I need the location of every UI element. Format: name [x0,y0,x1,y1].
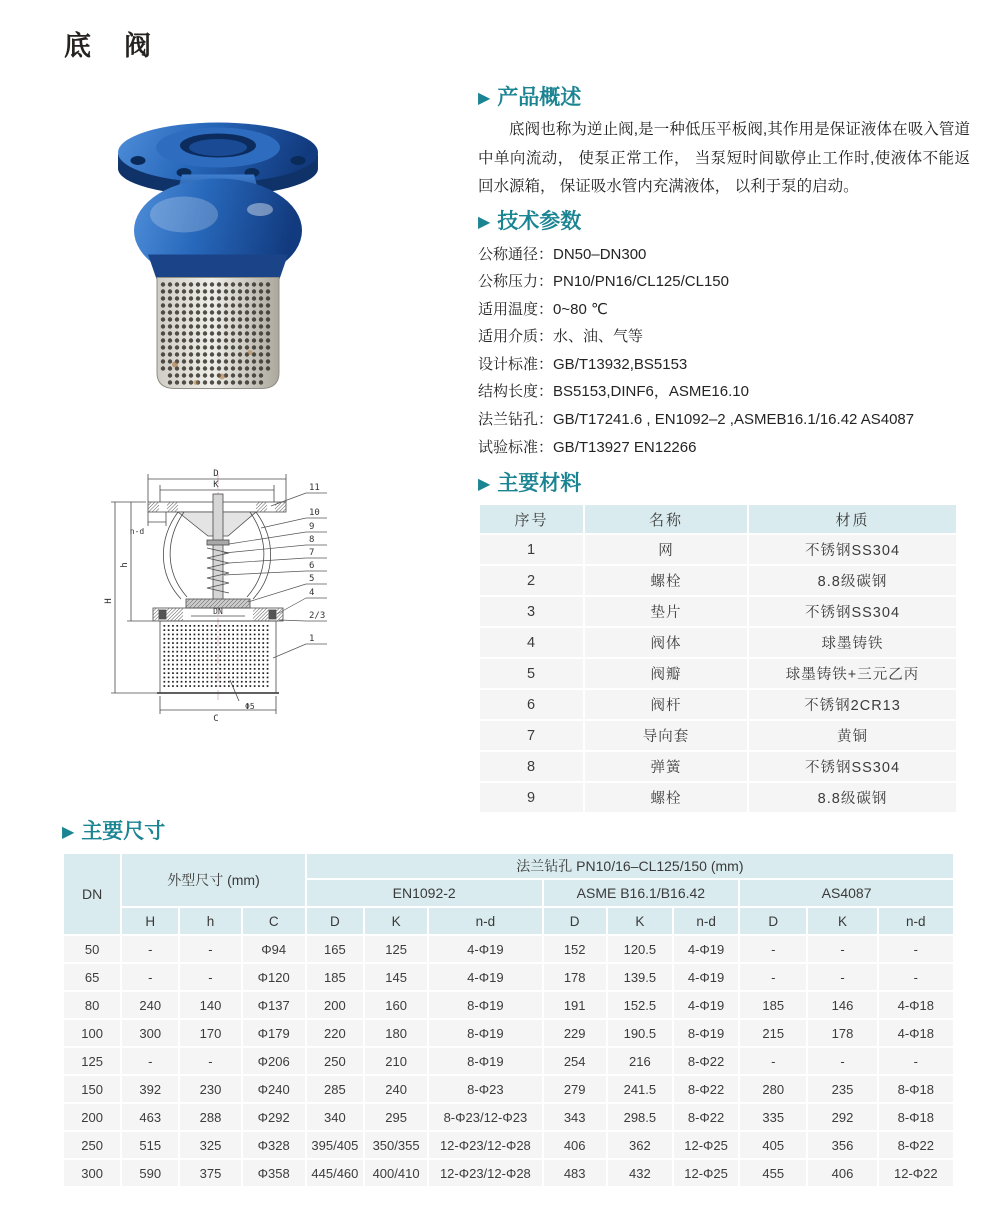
cell: 弹簧 [585,752,747,781]
overview-heading-label: 产品概述 [497,86,582,109]
cell: 279 [544,1076,606,1102]
cell: 4-Φ18 [879,992,953,1018]
strainer-hole-grid [164,625,269,687]
tech-param-value: 水、油、气等 [553,328,644,346]
cell: 210 [365,1048,427,1074]
cell: - [740,936,806,962]
cell: 343 [544,1104,606,1130]
cell: Φ328 [243,1132,305,1158]
dimensions-heading-label: 主要尺寸 [81,820,166,843]
cell: - [740,1048,806,1074]
cell: 515 [122,1132,178,1158]
cell: Φ240 [243,1076,305,1102]
tech-param-label: 公称通径： [478,245,554,263]
cell: 375 [180,1160,240,1186]
cell: 432 [608,1160,672,1186]
dimensions-table-body [64,936,953,1186]
materials-row [480,659,956,688]
cell: 8.8级碳钢 [749,566,956,595]
cell: 292 [808,1104,876,1130]
tech-param-label: 适用介质： [478,328,554,346]
cell: 180 [365,1020,427,1046]
cell: 12-Φ23/12-Φ28 [429,1132,541,1158]
tech-param-label: 适用温度： [478,300,554,318]
body-highlight [150,197,218,233]
valve-bore-inner [189,139,247,156]
drawing-callout: 4 [309,588,315,598]
cell: 300 [64,1160,120,1186]
cell: 65 [64,964,120,990]
cell: - [808,964,876,990]
drawing-callout: 2/3 [309,611,326,621]
cell: 170 [180,1020,240,1046]
section-arrow-icon: ▶ [478,90,491,107]
cell: 190.5 [608,1020,672,1046]
cell: 288 [180,1104,240,1130]
cell: Φ358 [243,1160,305,1186]
cell: 8-Φ18 [879,1076,953,1102]
tech-param-value: GB/T17241.6 , EN1092–2 ,ASMEB16.1/16.42 AS4087 [553,411,915,429]
cell: 285 [307,1076,363,1102]
tech-param-row [478,351,970,379]
dim-label-phi5: Φ5 [245,702,255,711]
col-as-k: K [808,908,876,934]
materials-table [478,503,958,814]
drawing-callout: 10 [309,508,320,518]
cell: 145 [365,964,427,990]
cell: 140 [180,992,240,1018]
cell: 335 [740,1104,806,1130]
dimensions-row [64,1048,953,1074]
rust-spot [172,362,178,368]
materials-row [480,597,956,626]
cell: 220 [307,1020,363,1046]
cell: 185 [740,992,806,1018]
cell: 463 [122,1104,178,1130]
cell: 球墨铸铁+三元乙丙 [749,659,956,688]
tech-param-row [478,406,970,434]
dim-label-c: C [213,714,219,724]
cell: 8-Φ22 [674,1076,738,1102]
tech-param-value: PN10/PN16/CL125/CL150 [553,273,729,291]
cell: 362 [608,1132,672,1158]
cell: 445/460 [307,1160,363,1186]
cell: - [879,936,953,962]
cell: 406 [544,1132,606,1158]
tech-param-label: 试验标准： [478,438,554,456]
cell: Φ94 [243,936,305,962]
section-arrow-icon: ▶ [478,213,491,231]
drawing-callout: 11 [309,483,320,493]
rust-spot [194,380,199,385]
cell: 1 [480,535,583,564]
cell: 230 [180,1076,240,1102]
cell: 240 [122,992,178,1018]
col-as-d: D [740,908,806,934]
flange-bolt-hole [291,156,306,165]
col-en-nd: n-d [429,908,541,934]
cell: 300 [122,1020,178,1046]
cell: 4-Φ19 [674,992,738,1018]
tech-param-row [478,268,970,296]
materials-row [480,783,956,812]
cell: 8-Φ19 [429,1048,541,1074]
cell: 8.8级碳钢 [749,783,956,812]
cell: 8-Φ22 [674,1048,738,1074]
dimensions-row [64,964,953,990]
cell: 50 [64,936,120,962]
cell: - [180,964,240,990]
cell: 215 [740,1020,806,1046]
drawing-callout: 1 [309,634,315,644]
product-photo [100,112,400,407]
cell: 8-Φ19 [429,992,541,1018]
cell: 阀体 [585,628,747,657]
materials-row [480,566,956,595]
tech-param-row [478,434,970,462]
cell: 80 [64,992,120,1018]
col-en-k: K [365,908,427,934]
tech-params-heading [478,208,970,236]
cell: 8-Φ19 [674,1020,738,1046]
materials-row [480,721,956,750]
cell: 392 [122,1076,178,1102]
tech-param-value: 0~80 ℃ [553,300,608,318]
cell: 8-Φ23/12-Φ23 [429,1104,541,1130]
page-title: 底 阀 [64,31,154,61]
col-h-body: h [180,908,240,934]
overview-heading [478,84,970,112]
cell: - [879,1048,953,1074]
drawing-callout: 8 [309,535,315,545]
col-dn: DN [64,854,120,934]
cell: 12-Φ23/12-Φ28 [429,1160,541,1186]
cell: 4 [480,628,583,657]
cell: - [122,964,178,990]
cell: 178 [544,964,606,990]
cell: 不锈钢SS304 [749,535,956,564]
materials-row [480,690,956,719]
cell: 球墨铸铁 [749,628,956,657]
section-arrow-icon: ▶ [478,476,491,494]
tech-param-label: 公称压力： [478,273,554,291]
cell: 5 [480,659,583,688]
tech-param-value: GB/T13932,BS5153 [553,355,688,373]
cell: 7 [480,721,583,750]
col-asme-nd: n-d [674,908,738,934]
cell: 250 [64,1132,120,1158]
col-flange-drilling: 法兰钻孔 PN10/16–CL125/150 (mm) [307,854,953,878]
tech-params-heading-label: 技术参数 [497,209,582,233]
materials-heading-label: 主要材料 [497,472,582,496]
cell: 405 [740,1132,806,1158]
cell: 100 [64,1020,120,1046]
cell: 垫片 [585,597,747,626]
cell: 185 [307,964,363,990]
cell: 356 [808,1132,876,1158]
cell: 12-Φ25 [674,1132,738,1158]
cell: 4-Φ19 [429,936,541,962]
tech-param-row [478,296,970,324]
cell: 240 [365,1076,427,1102]
rust-spot [219,374,225,380]
cell: 400/410 [365,1160,427,1186]
drawing-callout: 5 [309,574,315,584]
materials-col-material: 材质 [749,505,956,533]
materials-col-name: 名称 [585,505,747,533]
tech-param-label: 设计标准： [478,355,554,373]
rust-spot [248,350,253,355]
cell: - [180,936,240,962]
cell: 160 [365,992,427,1018]
cell: 6 [480,690,583,719]
cell: 12-Φ22 [879,1160,953,1186]
dim-label-h-total: H [104,598,114,604]
cell: 125 [64,1048,120,1074]
cell: - [879,964,953,990]
cell: 483 [544,1160,606,1186]
materials-heading [478,470,970,498]
drawing-callout: 9 [309,522,315,532]
cell: 黄铜 [749,721,956,750]
tech-params-list [478,241,970,462]
cell: 125 [365,936,427,962]
dim-label-nd: n-d [129,527,145,536]
dimensions-header-row-1 [64,854,953,878]
cell: 8-Φ19 [429,1020,541,1046]
dimensions-row [64,1160,953,1186]
cell: Φ292 [243,1104,305,1130]
flange-bolt-hole [131,156,146,165]
col-h-total: H [122,908,178,934]
technical-drawing [103,468,357,732]
cell: - [180,1048,240,1074]
dimensions-row [64,1104,953,1130]
cell: 216 [608,1048,672,1074]
materials-row [480,628,956,657]
part-callouts [224,483,327,658]
valve-skirt [148,255,288,281]
cell: - [808,936,876,962]
cell: - [740,964,806,990]
cell: 4-Φ19 [674,936,738,962]
cell: 3 [480,597,583,626]
cell: 4-Φ18 [879,1020,953,1046]
cell: 螺栓 [585,783,747,812]
dimensions-table [62,852,955,1188]
dim-label-k: K [213,480,219,490]
cell: 406 [808,1160,876,1186]
cell: 340 [307,1104,363,1130]
cell: 8-Φ22 [674,1104,738,1130]
cell: 8-Φ22 [879,1132,953,1158]
materials-row [480,752,956,781]
col-outline-dims: 外型尺寸 (mm) [122,854,305,906]
cell: 254 [544,1048,606,1074]
cell: 螺栓 [585,566,747,595]
dimensions-row [64,1020,953,1046]
cell: 120.5 [608,936,672,962]
dimensions-heading [62,818,165,846]
cell: 298.5 [608,1104,672,1130]
cell: 325 [180,1132,240,1158]
dimensions-header-row-3 [64,908,953,934]
cell: 不锈钢2CR13 [749,690,956,719]
cell: 455 [740,1160,806,1186]
materials-table-body [480,535,956,812]
cell: 191 [544,992,606,1018]
right-column [478,84,970,814]
col-as-nd: n-d [879,908,953,934]
col-group-as4087: AS4087 [740,880,953,906]
tech-param-label: 法兰钻孔： [478,411,554,429]
cell: 229 [544,1020,606,1046]
cell: Φ179 [243,1020,305,1046]
tech-param-row [478,378,970,406]
cell: 395/405 [307,1132,363,1158]
cell: 241.5 [608,1076,672,1102]
cell: Φ137 [243,992,305,1018]
cell: 不锈钢SS304 [749,752,956,781]
tech-param-value: DN50–DN300 [553,245,647,263]
cell: 200 [307,992,363,1018]
dim-label-h-body: h [120,562,130,568]
drawing-callout: 7 [309,548,315,558]
cell: 阀瓣 [585,659,747,688]
cell: 178 [808,1020,876,1046]
cell: 4-Φ19 [674,964,738,990]
body-glint [247,203,273,216]
dim-label-dn: DN [213,607,223,616]
cell: - [808,1048,876,1074]
cell: 139.5 [608,964,672,990]
cell: - [122,936,178,962]
section-arrow-icon: ▶ [62,824,75,841]
cell: 8-Φ18 [879,1104,953,1130]
cell: 150 [64,1076,120,1102]
cell: - [122,1048,178,1074]
materials-col-no: 序号 [480,505,583,533]
col-asme-k: K [608,908,672,934]
cell: 4-Φ19 [429,964,541,990]
technical-drawing-svg [103,468,357,732]
cell: 网 [585,535,747,564]
tech-param-value: BS5153,DINF6，ASME16.10 [553,383,749,401]
cell: Φ120 [243,964,305,990]
materials-header-row [480,505,956,533]
cell: 9 [480,783,583,812]
dimensions-row [64,992,953,1018]
drawing-callout: 6 [309,561,315,571]
cell: 280 [740,1076,806,1102]
product-photo-image [100,112,400,407]
col-group-en1092: EN1092-2 [307,880,542,906]
col-asme-d: D [544,908,606,934]
cell: 250 [307,1048,363,1074]
cell: 8-Φ23 [429,1076,541,1102]
col-en-d: D [307,908,363,934]
cell: Φ206 [243,1048,305,1074]
cell: 165 [307,936,363,962]
cell: 200 [64,1104,120,1130]
cell: 导向套 [585,721,747,750]
cell: 590 [122,1160,178,1186]
cell: 146 [808,992,876,1018]
cell: 8 [480,752,583,781]
materials-row [480,535,956,564]
dimensions-row [64,936,953,962]
cell: 阀杆 [585,690,747,719]
cell: 295 [365,1104,427,1130]
tech-param-row [478,323,970,351]
col-group-asme: ASME B16.1/B16.42 [544,880,739,906]
dimensions-row [64,1132,953,1158]
dim-label-d: D [213,469,219,479]
cell: 350/355 [365,1132,427,1158]
cell: 不锈钢SS304 [749,597,956,626]
cell: 152.5 [608,992,672,1018]
tech-param-value: GB/T13927 EN12266 [553,438,697,456]
overview-text: 底阀也称为逆止阀,是一种低压平板阀,其作用是保证液体在吸入管道中单向流动， 使泵正常工作， 当泵短时间歇停止工作时,使液体不能返回水源箱， 保证吸水管内充满液体， 以利于泵的启动。 [478,121,970,195]
cell: 2 [480,566,583,595]
col-c: C [243,908,305,934]
cell: 12-Φ25 [674,1160,738,1186]
cell: 152 [544,936,606,962]
tech-param-row [478,241,970,269]
dimensions-row [64,1076,953,1102]
cell: 235 [808,1076,876,1102]
tech-param-label: 结构长度： [478,383,554,401]
